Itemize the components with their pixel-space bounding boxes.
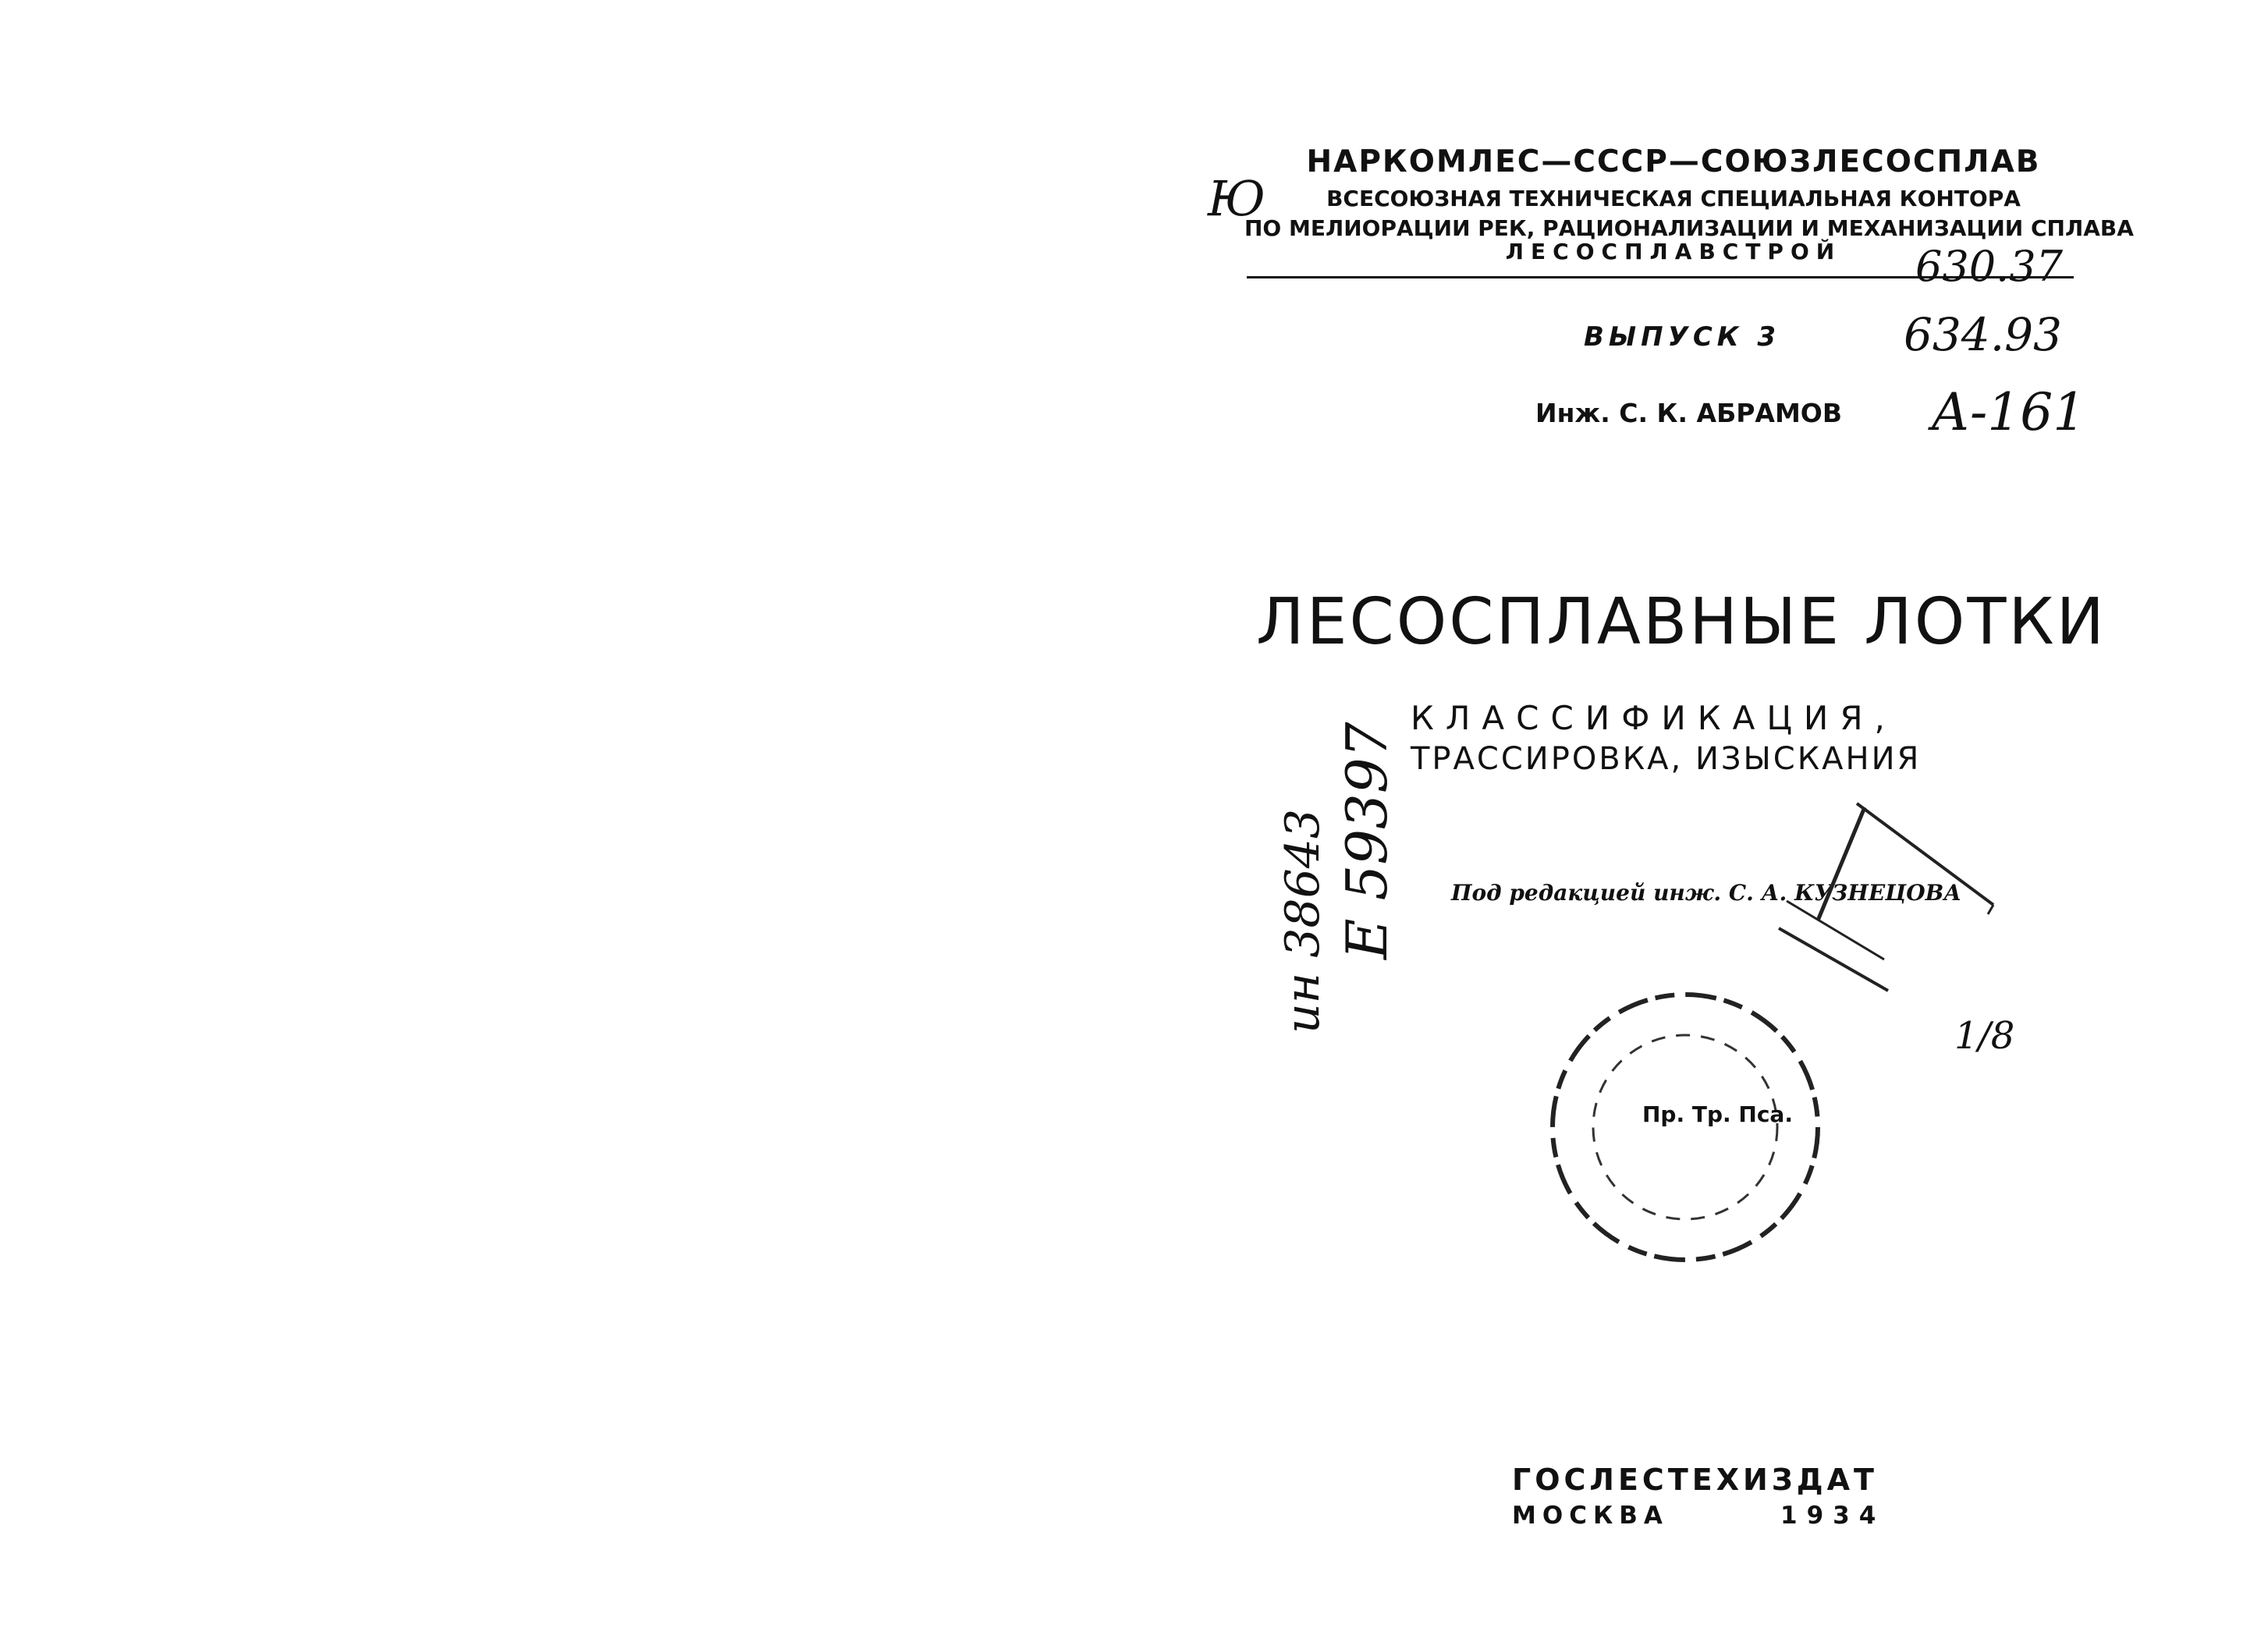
publisher-org-line-1: НАРКОМЛЕС—СССР—СОЮЗЛЕСОСПЛАВ bbox=[1306, 144, 2041, 179]
publication-city: МОСКВА bbox=[1512, 1502, 1669, 1530]
editor-credit: Под редакцией инж. С. А. КУЗНЕЦОВА bbox=[1451, 880, 1962, 906]
handwritten-shelf-code-3: А-161 bbox=[1931, 382, 2086, 442]
publisher-org-line-2: ВСЕСОЮЗНАЯ ТЕХНИЧЕСКАЯ СПЕЦИАЛЬНАЯ КОНТОРА bbox=[1326, 186, 2021, 211]
subtitle-line-2: ТРАССИРОВКА, ИЗЫСКАНИЯ bbox=[1411, 741, 1922, 777]
author-name: Инж. С. К. АБРАМОВ bbox=[1535, 398, 1842, 428]
handwritten-shelf-code-2: 634.93 bbox=[1904, 308, 2062, 361]
library-stamp bbox=[1541, 983, 1830, 1271]
issue-number: ВЫПУСК 3 bbox=[1584, 321, 1781, 353]
book-title: ЛЕСОСПЛАВНЫЕ ЛОТКИ bbox=[1256, 585, 2107, 659]
handwritten-shelf-code-1: 630.37 bbox=[1915, 242, 2063, 291]
publication-year: 1934 bbox=[1780, 1502, 1886, 1530]
publisher-org-line-4: ЛЕСОСПЛАВСТРОЙ bbox=[1505, 239, 1842, 264]
subtitle-line-1: КЛАССИФИКАЦИЯ, bbox=[1411, 699, 1897, 737]
publisher-name: ГОСЛЕСТЕХИЗДАТ bbox=[1512, 1463, 1878, 1497]
handwritten-inventory-number-1: ин 38643 bbox=[1276, 808, 1330, 1034]
handwritten-side-mark: 1/8 bbox=[1954, 1014, 2015, 1058]
handwritten-inventory-number-2: Е 59397 bbox=[1334, 722, 1400, 959]
stamp-text: Пр. Тр. Пса. bbox=[1642, 1101, 1793, 1127]
publisher-org-line-3: ПО МЕЛИОРАЦИИ РЕК, РАЦИОНАЛИЗАЦИИ И МЕХАНИЗАЦИИ СПЛАВА bbox=[1244, 215, 2134, 241]
corner-handwritten-mark: Ю bbox=[1208, 170, 1265, 227]
